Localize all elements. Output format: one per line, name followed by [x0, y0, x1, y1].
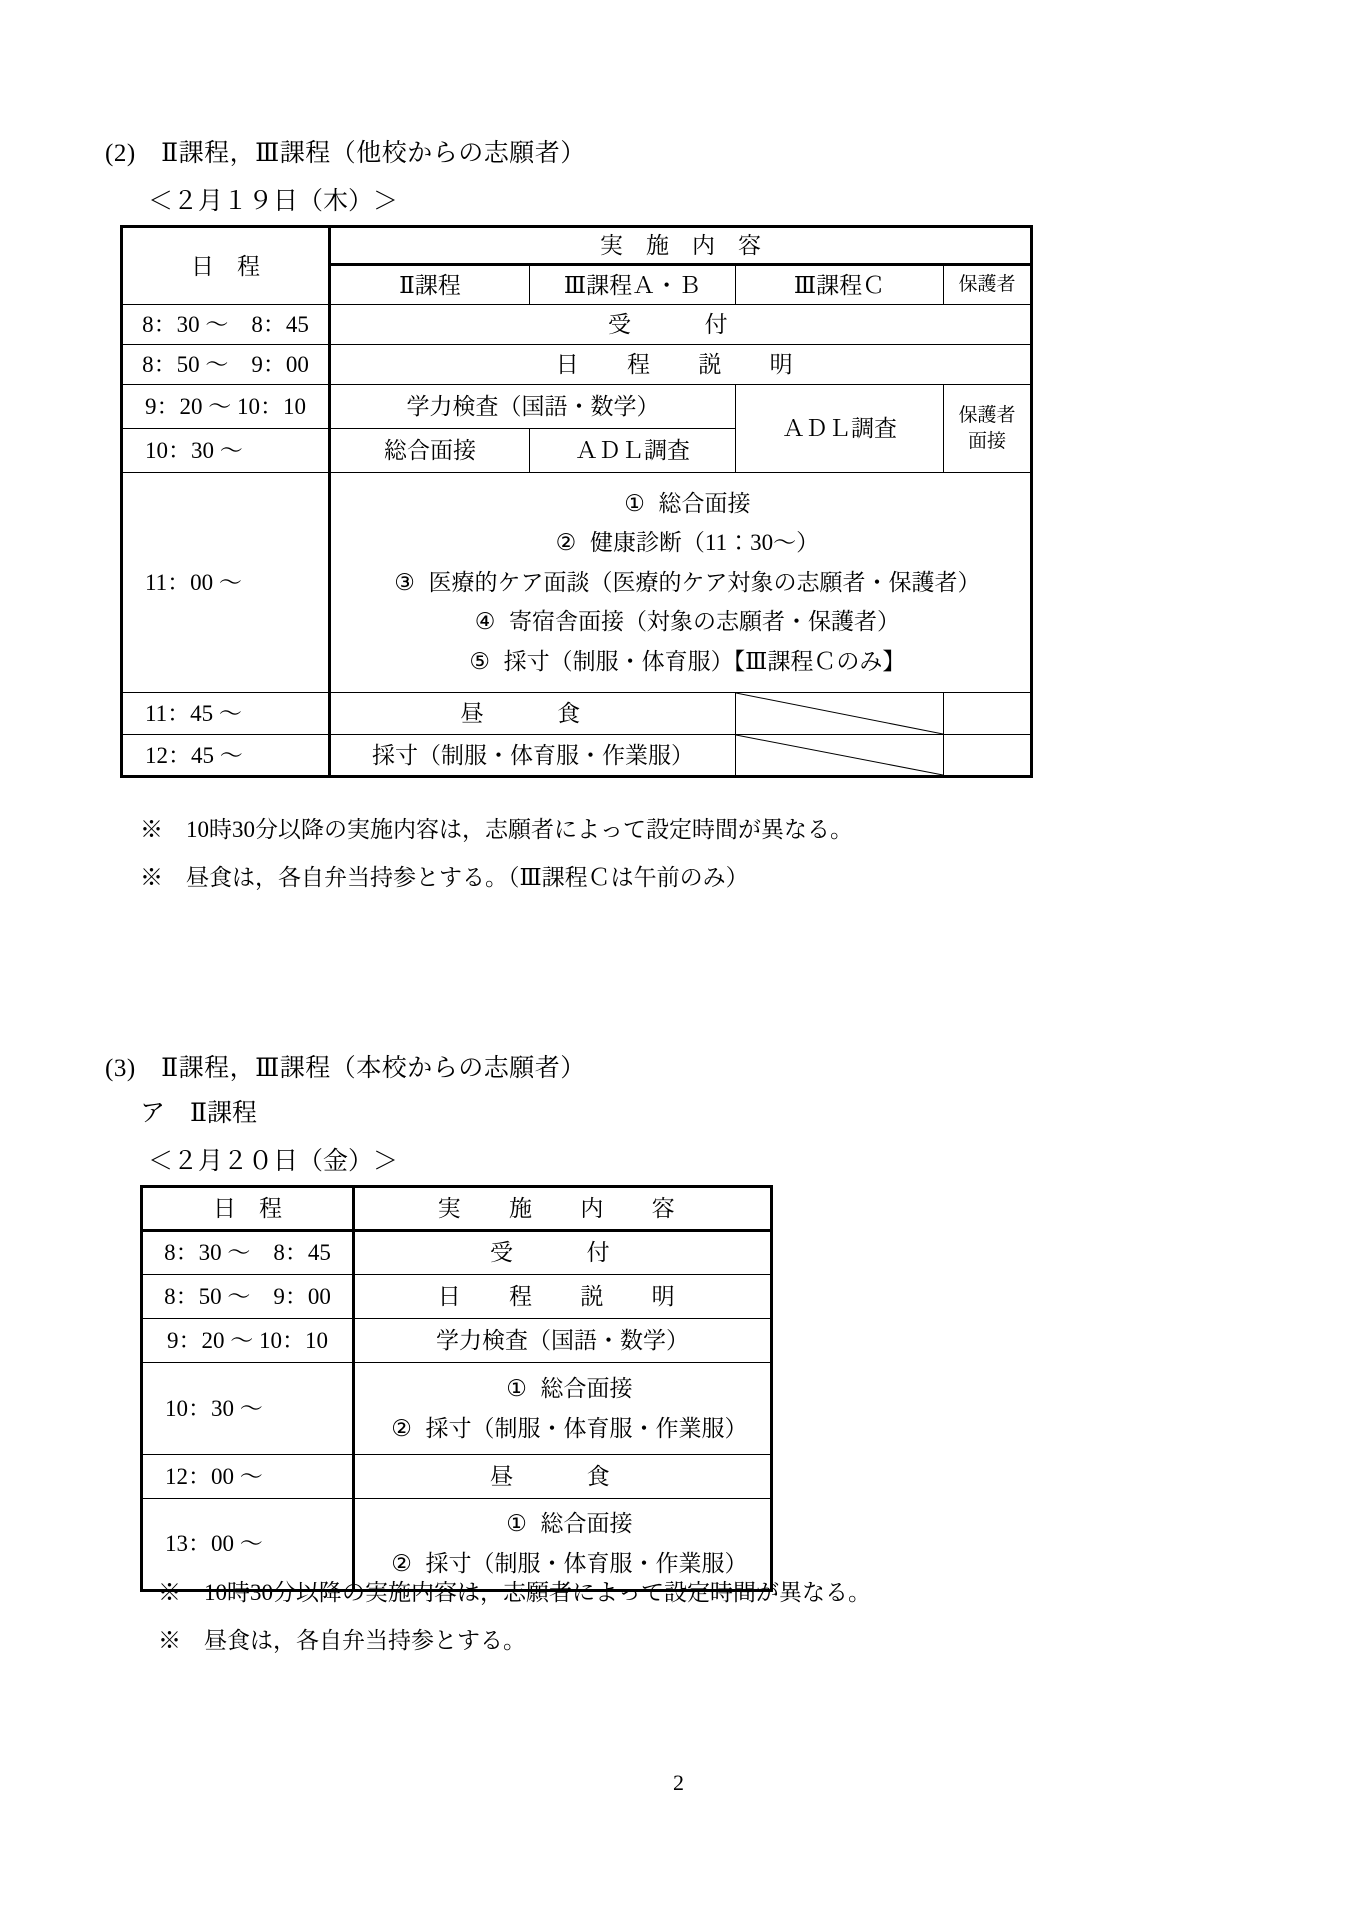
section-2-note-1: ※ 10時30分以降の実施内容は，志願者によって設定時間が異なる。 — [140, 817, 853, 842]
section-2-heading: (2) Ⅱ課程，Ⅲ課程（他校からの志願者） — [105, 140, 586, 167]
table-row — [142, 1275, 772, 1319]
header-col-guardian: 保護者 — [944, 265, 1032, 305]
row-time: 8：50 ～ 9：00 — [142, 1275, 354, 1319]
section-3-note-1: ※ 10時30分以降の実施内容は，志願者によって設定時間が異なる。 — [158, 1580, 871, 1605]
list-marker: ③ — [394, 569, 415, 595]
row-time: 12：00 ～ — [142, 1455, 354, 1499]
section-2-date-line: ＜２月１９日（木）＞ — [148, 188, 399, 215]
section-3-heading: (3) Ⅱ課程，Ⅲ課程（本校からの志願者） — [105, 1055, 586, 1082]
list-marker: ② — [391, 1415, 412, 1441]
cell-activity-list — [354, 1363, 772, 1455]
schedule-table-feb19 — [120, 225, 1033, 778]
header-schedule: 日 程 — [122, 227, 330, 305]
table-row — [142, 1319, 772, 1363]
row-content: 昼 食 — [330, 693, 736, 735]
list-item — [335, 484, 1026, 524]
row-time: 11：45 ～ — [122, 693, 330, 735]
header-content: 実 施 内 容 — [354, 1187, 772, 1231]
header-col-ii: Ⅱ課程 — [330, 265, 530, 305]
list-text: 採寸（制服・体育服）【Ⅲ課程Ｃのみ】 — [503, 648, 906, 674]
row-content: 昼 食 — [354, 1455, 772, 1499]
list-text: 総合面接 — [540, 1375, 633, 1401]
row-time: 9：20 ～ 10：10 — [122, 385, 330, 429]
row-time: 9：20 ～ 10：10 — [142, 1319, 354, 1363]
list-item — [335, 602, 1026, 642]
list-text: 医療的ケア面談（医療的ケア対象の志願者・保護者） — [428, 569, 981, 595]
table-header-row-1 — [122, 227, 1032, 265]
list-text: 総合面接 — [540, 1511, 633, 1537]
list-marker: ④ — [474, 609, 496, 635]
cell-adl-survey: ＡＤＬ調査 — [736, 385, 944, 473]
table-row — [122, 305, 1032, 345]
cell-activity-list — [354, 1499, 772, 1591]
table-row-list — [122, 473, 1032, 693]
row-time: 11：00 ～ — [122, 473, 330, 693]
section-3-date-line: ＜２月２０日（金）＞ — [148, 1148, 399, 1175]
cell-guardian-interview — [944, 385, 1032, 473]
table-row — [122, 693, 1032, 735]
list-marker: ⑤ — [469, 648, 490, 674]
table-row-list — [142, 1363, 772, 1455]
section-2-note-2: ※ 昼食は，各自弁当持参とする。（Ⅲ課程Ｃは午前のみ） — [140, 865, 749, 890]
row-time: 8：50 ～ 9：00 — [122, 345, 330, 385]
header-col-iii-c: Ⅲ課程Ｃ — [736, 265, 944, 305]
table-row — [142, 1231, 772, 1275]
row-time: 8：30 ～ 8：45 — [142, 1231, 354, 1275]
list-marker: ② — [391, 1551, 412, 1576]
table-row — [122, 735, 1032, 777]
list-item — [335, 523, 1026, 563]
cell-not-applicable — [736, 735, 944, 777]
list-text: 採寸（制服・体育服・作業服） — [425, 1415, 748, 1441]
row-time: 12：45 ～ — [122, 735, 330, 777]
header-schedule: 日 程 — [142, 1187, 354, 1231]
table-header-row — [142, 1187, 772, 1231]
table-row — [122, 385, 1032, 429]
cell-group-interview: 総合面接 — [330, 429, 530, 473]
header-content: 実 施 内 容 — [330, 227, 1032, 265]
section-3-subheading: ア Ⅱ課程 — [140, 1100, 257, 1127]
table-row — [142, 1455, 772, 1499]
row-content: 日 程 説 明 — [330, 345, 1032, 385]
list-marker: ① — [506, 1511, 527, 1537]
list-item — [359, 1409, 766, 1449]
list-marker: ① — [624, 490, 645, 516]
cell-adl-survey-ab: ＡＤＬ調査 — [530, 429, 736, 473]
list-item — [359, 1369, 766, 1409]
row-content: 日 程 説 明 — [354, 1275, 772, 1319]
page-number: 2 — [673, 1770, 684, 1795]
cell-empty — [944, 693, 1032, 735]
row-content: 受 付 — [354, 1231, 772, 1275]
row-content: 採寸（制服・体育服・作業服） — [330, 735, 736, 777]
guardian-line-1: 保護者 — [958, 404, 1016, 426]
schedule-table-feb20 — [140, 1185, 773, 1592]
list-marker: ② — [555, 530, 577, 556]
row-time: 8：30 ～ 8：45 — [122, 305, 330, 345]
table-row — [122, 345, 1032, 385]
row-content: 学力検査（国語・数学） — [354, 1319, 772, 1363]
list-item — [335, 563, 1026, 603]
cell-not-applicable — [736, 693, 944, 735]
list-text: 寄宿舎面接（対象の志願者・保護者） — [509, 609, 900, 635]
list-text: 健康診断（11：30～） — [589, 530, 820, 556]
row-time: 13：00 ～ — [142, 1499, 354, 1591]
list-marker: ① — [506, 1375, 527, 1401]
guardian-line-2: 面接 — [967, 430, 1006, 452]
row-content-exam: 学力検査（国語・数学） — [330, 385, 736, 429]
cell-activity-list — [330, 473, 1032, 693]
list-text: 採寸（制服・体育服・作業服） — [425, 1551, 748, 1576]
cell-empty — [944, 735, 1032, 777]
row-time: 10：30 ～ — [122, 429, 330, 473]
list-item — [359, 1504, 766, 1544]
row-time: 10：30 ～ — [142, 1363, 354, 1455]
row-content: 受 付 — [330, 305, 1032, 345]
list-text: 総合面接 — [658, 490, 751, 516]
list-item — [359, 1544, 766, 1584]
table-row-list — [142, 1499, 772, 1591]
list-item — [335, 642, 1026, 682]
header-col-iii-ab: Ⅲ課程Ａ・Ｂ — [530, 265, 736, 305]
section-3-note-2: ※ 昼食は，各自弁当持参とする。 — [158, 1628, 526, 1653]
